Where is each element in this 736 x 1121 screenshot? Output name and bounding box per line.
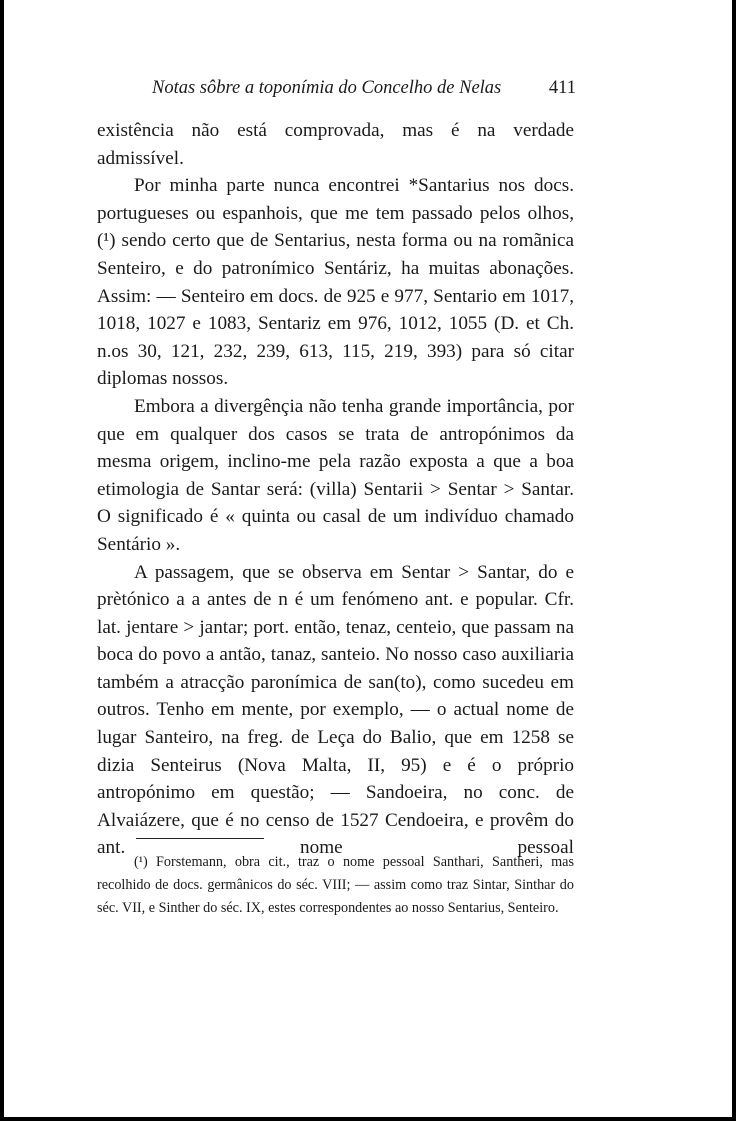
paragraph: Por minha parte nunca encontrei *Santarius nos docs. portugueses ou espanhois, que me tem passado pelos olhos, (¹) sendo certo que de Sentarius, nesta forma ou na romãnica Senteiro, e do patronímico Sentáriz, ha muitas abonações. Assim: — Senteiro em docs. de 925 e 977, Sentario em 1017, 1018, 1027 e 1083, Sentariz em 976, 1012, 1055 (D. et Ch. n.os 30, 121, 232, 239, 613, 115, 219, 393) para só citar diplomas nossos. <box>97 175 574 390</box>
page-number: 411 <box>548 78 576 98</box>
footnote-separator <box>136 838 264 839</box>
paragraph: existência não está comprovada, mas é na verdade admissível. <box>97 120 574 169</box>
footnote-text: (¹) Forstemann, obra cit., traz o nome pessoal Santhari, Santheri, mas recolhido de docs. germânicos do séc. VIII; — assim como traz Sintar, Sinthar do séc. VII, e Sinther do séc. IX, estes correspondentes ao nosso Sentarius, Senteiro. <box>97 854 574 917</box>
footnote <box>97 851 574 921</box>
running-header <box>152 74 576 102</box>
paragraph: Embora a divergênçia não tenha grande importância, por que em qualquer dos casos se trata de antropónimos da mesma origem, inclino-me pela razão exposta a que a boa etimologia de Santar será: (villa) Sentarii > Sentar > Santar. O significado é « quinta ou casal de um indivíduo chamado Sentário ». <box>97 395 574 555</box>
main-text <box>97 117 574 862</box>
running-title: Notas sôbre a toponímia do Concelho de Nelas <box>152 78 502 98</box>
paragraph: A passagem, que se observa em Sentar > Santar, do e prètónico a a antes de n é um fenómeno ant. e popular. Cfr. lat. jentare > jantar; port. então, tenaz, centeio, que passam na boca do povo a antão, tanaz, santeio. No nosso caso auxiliaria também a atracção paronímica de san(to), como sucedeu em outros. Tenho em mente, por exemplo, — o actual nome de lugar Santeiro, na freg. de Leça do Balio, que em 1258 se dizia Senteirus (Nova Malta, II, 95) e é o próprio antropónimo em questão; — Sandoeira, no conc. de Alvaiázere, que é no censo de 1527 Cendoeira, e provêm do ant. nome pessoal <box>97 561 574 859</box>
